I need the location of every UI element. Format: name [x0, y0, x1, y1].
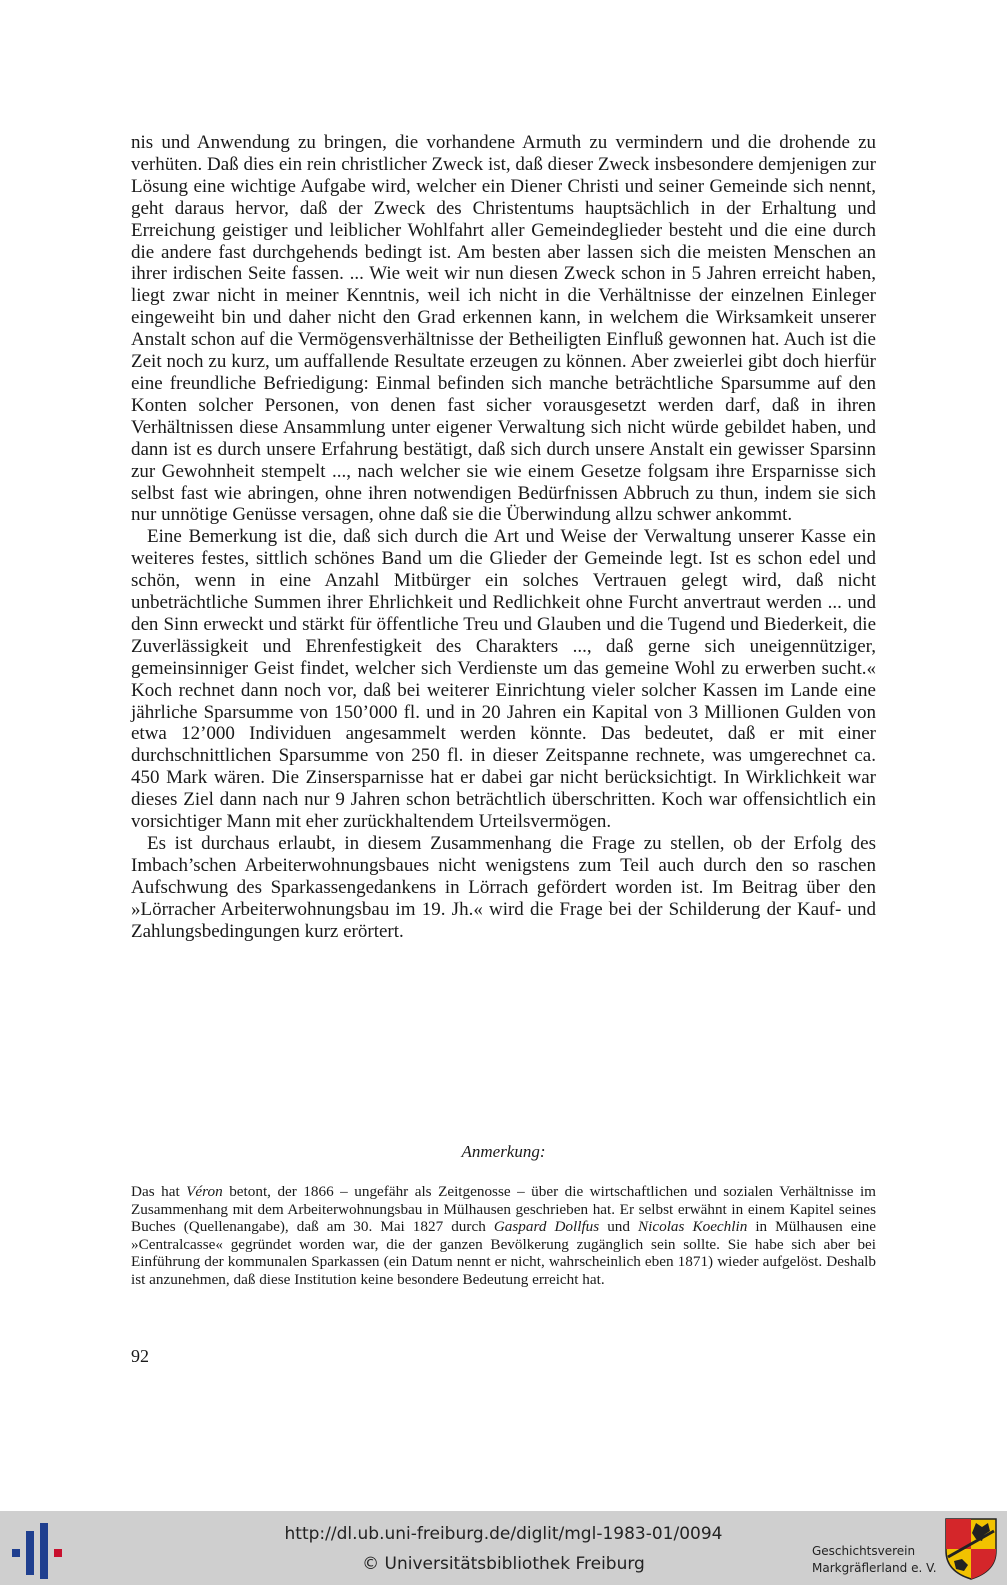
note-text-part: in Mülhausen eine »Centralcasse« gegründet worden war, die der ganzen Bevölkerung zugänglich sein sollte. Sie habe sich aber bei Einführung der kommunalen Sparkassen (ein Datum nennt er nicht, wahrscheinlich eben 1871) wieder aufgelöst. Deshalb ist anzunehmen, daß diese Institution keine besondere Bedeutung erreicht hat. [131, 1218, 876, 1288]
note-name-dollfus: Gaspard Dollfus [493, 1218, 600, 1236]
page-number: 92 [131, 1346, 149, 1366]
footer-bar [0, 1511, 1007, 1585]
note-name-veron: Véron [186, 1183, 223, 1200]
paragraph-1: nis und Anwendung zu bringen, die vorhandene Armuth zu vermindern und die drohende zu verhüten. Daß dies ein rein christlicher Zweck ist, daß dieser Zweck insbesondere demjenigen zur Lösung eine wichtige Aufgabe wird, welcher ein Diener Christi und seiner Gemeinde sich nennt, geht daraus hervor, daß der Zweck des Christentums hauptsächlich in der Erhaltung und Erreichung geistiger und leiblicher Wohlfahrt aller Gemeindeglieder besteht und die eine durch die andere fast durchgehends bedingt ist. Am besten aber lassen sich die meisten Menschen an ihrer irdischen Seite fassen. ... Wie weit wir nun diesen Zweck schon in 5 Jahren erreicht haben, liegt zwar nicht in meiner Kenntnis, weil ich nicht in die Verhältnisse der einzelnen Einleger eingeweiht bin und daher nicht den Grad erkennen kann, in welchem die Wirksamkeit unserer Anstalt schon auf die Vermögensverhältnisse der Betheiligten Einfluß gewonnen hat. Auch ist die Zeit noch zu kurz, um auffallende Resultate erzeugen zu können. Aber zweierlei gibt doch hierfür eine freundliche Befriedigung: Einmal befinden sich manche beträchtliche Sparsumme auf den Konten solcher Personen, von denen fast sicher vorausgesetzt werden darf, daß in ihren Verhältnissen diese Ansammlung unter eigener Verwaltung sich nicht würde gebildet haben, und dann ist es durch unsere Erfahrung bestätigt, daß sich durch unsere Anstalt ein gewisser Sparsinn zur Gewohnheit stempelt ..., nach welcher sie wie einem Gesetze folgsam ihre Ersparnisse sich selbst fast wie abringen, ohne ihren notwendigen Bedürfnissen Abbruch zu thun, indem sie sich nur unnötige Genüsse versagen, ohne daß sie die Überwindung allzu schwer ankommt. [131, 132, 876, 526]
body-text [131, 132, 876, 943]
paragraph-3: Es ist durchaus erlaubt, in diesem Zusammenhang die Frage zu stellen, ob der Erfolg des Imbach’schen Arbeiterwohnungsbaues nicht wenigstens zum Teil auch durch den so raschen Aufschwung des Sparkassengedankens in Lörrach gefördert worden ist. Im Beitrag über den »Lörracher Arbeiterwohnungsbau im 19. Jh.« wird die Frage bei der Schilderung der Kauf- und Zahlungsbedingungen kurz erörtert. [131, 833, 876, 942]
note-text [131, 1183, 876, 1289]
society-line-2: Markgräflerland e. V. [812, 1561, 937, 1575]
copyright-text: © Universitätsbibliothek Freiburg [362, 1554, 645, 1574]
note-heading: Anmerkung: [461, 1142, 546, 1161]
note-text-part: Das hat [131, 1183, 187, 1200]
coat-of-arms-icon[interactable] [944, 1517, 998, 1581]
permalink-link[interactable]: http://dl.ub.uni-freiburg.de/diglit/mgl-1983-01/0094 [284, 1524, 723, 1544]
society-name [812, 1543, 937, 1577]
note-name-koechlin: Nicolas Koechlin [638, 1218, 748, 1236]
note-text-part: betont, der 1866 – ungefähr als Zeitgenosse – über die wirtschaftlichen und sozialen Verhältnisse im Zusammenhang mit dem Arbeiterwohnungsbau in Mülhausen geschrieben hat. Er selbst erwähnt in einem Kapitel seines Buches (Quellenangabe), daß am 30. Mai 1827 durch [131, 1183, 876, 1236]
society-line-1: Geschichtsverein [812, 1544, 916, 1558]
paragraph-2: Eine Bemerkung ist die, daß sich durch die Art und Weise der Verwaltung unserer Kasse ein weiteres festes, sittlich schönes Band um die Glieder der Gemeinde legt. Ist es schon edel und schön, wenn in eine Anzahl Mitbürger ein solches Vertrauen gelegt wird, daß nicht unbeträchtliche Summen ihrer Ehrlichkeit und Redlichkeit ohne Furcht anvertraut werden ... und den Sinn erweckt und stärkt für öffentliche Treu und Glauben und die Tugend und Biederkeit, die Zuverlässigkeit und Ehrenfestigkeit des Charakters ..., daß gerne sich uneigennütziger, gemeinsinniger Geist findet, welcher sich Verdienste um das gemeine Wohl zu erwerben sucht.« Koch rechnet dann noch vor, daß bei weiterer Einrichtung vieler solcher Kassen im Lande eine jährliche Sparsumme von 150’000 fl. und in 20 Jahren ein Kapital von 3 Millionen Gulden von etwa 12’000 Individuen angesammelt werden könnte. Das bedeutet, daß er mit einer durchschnittlichen Sparsumme von 250 fl. in dieser Zeitspanne rechnete, was umgerechnet ca. 450 Mark wären. Die Zinsersparnisse hat er dabei gar nicht berücksichtigt. In Wirklichkeit war dieses Ziel dann nach nur 9 Jahren schon beträchtlich überschritten. Koch war offensichtlich ein vorsichtiger Mann mit eher zurückhaltendem Urteilsvermögen. [131, 526, 876, 833]
note-text-part: und [599, 1218, 639, 1236]
